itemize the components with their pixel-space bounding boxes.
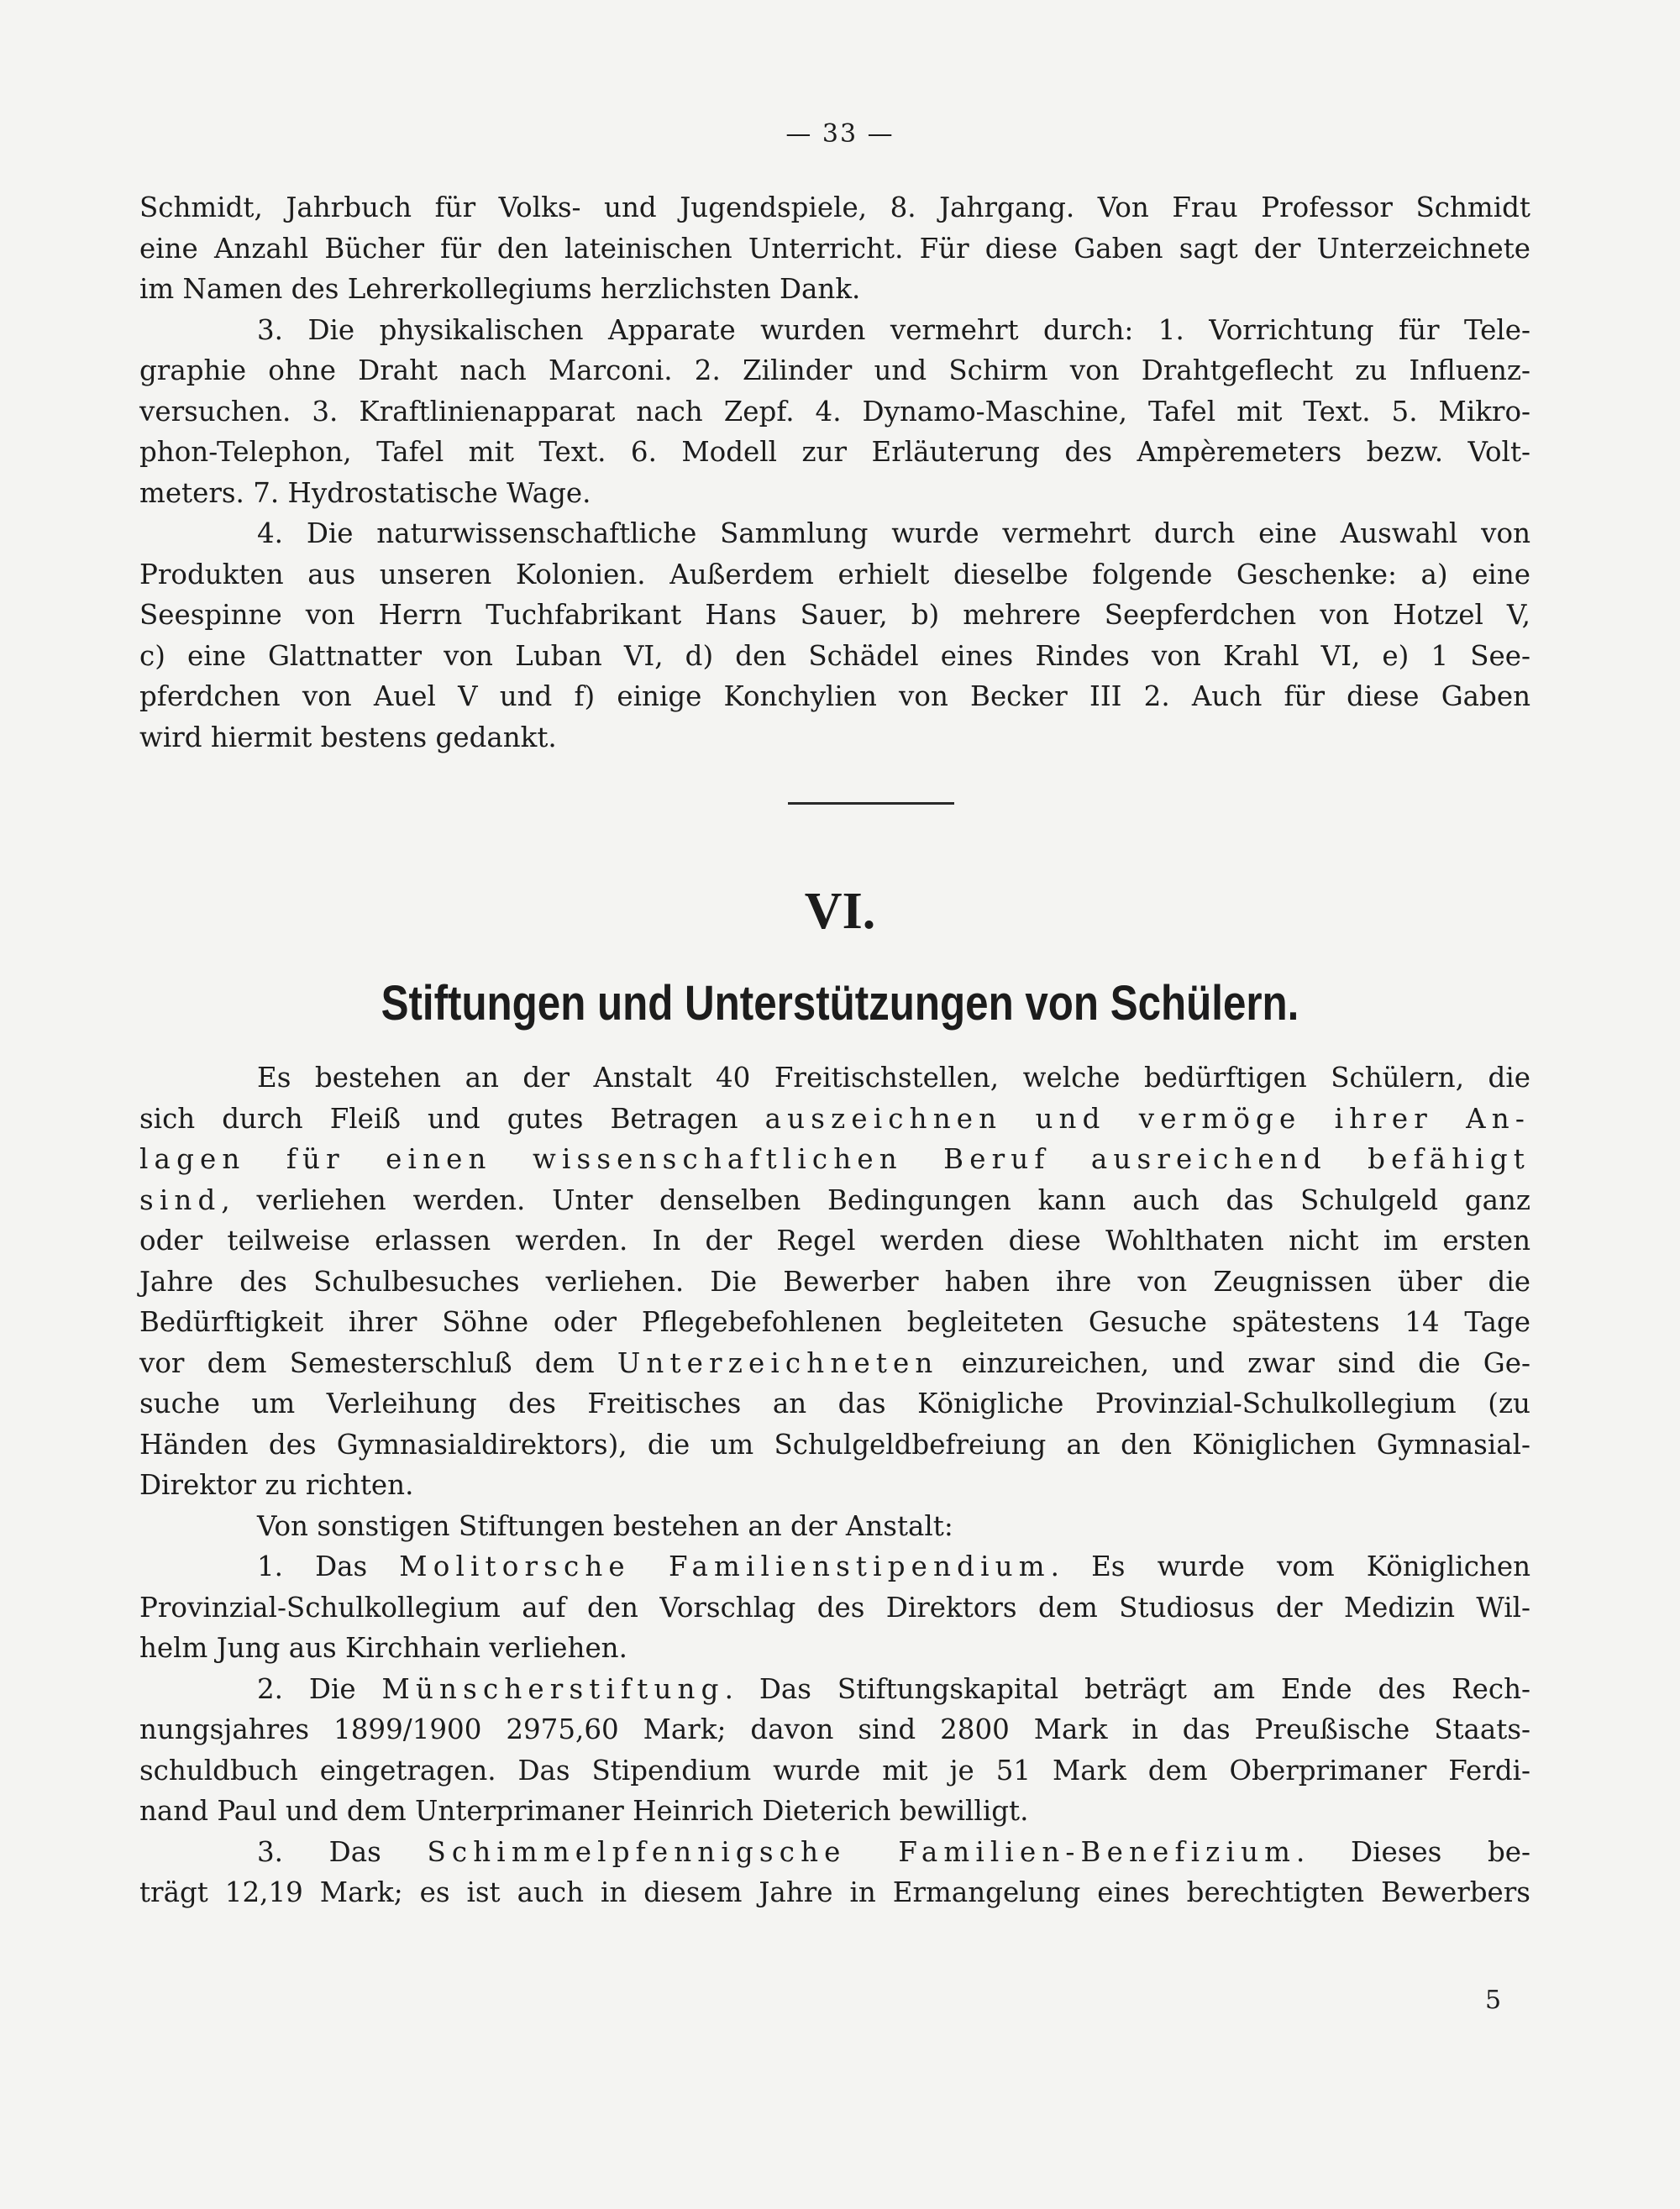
spaced-emphasis: Münscherstiftung: [381, 1672, 725, 1705]
text-line: Händen des Gymnasialdirektors), die um Schulgeldbefreiung an den Königlichen Gymnasial-: [139, 1428, 1530, 1461]
section-number: VI.: [804, 883, 876, 940]
text-line: trägt 12,19 Mark; es ist auch in diesem Jahre in Ermangelung eines berechtigten Bewerbers: [139, 1876, 1530, 1908]
text-line: Bedürftigkeit ihrer Söhne oder Pflegebefohlenen begleiteten Gesuche spätestens 14 Tage: [139, 1306, 1530, 1338]
text-line: eine Anzahl Bücher für den lateinischen Unterricht. Für diese Gaben sagt der Unterzeichnete: [139, 232, 1530, 265]
text-line: 1. Das Molitorsche Familienstipendium. Es wurde vom Königlichen: [257, 1550, 1530, 1582]
text-line: Direktor zu richten.: [139, 1469, 414, 1501]
text-line: 4. Die naturwissenschaftliche Sammlung wurde vermehrt durch eine Auswahl von: [257, 517, 1530, 549]
spaced-emphasis: Schimmelpfennigsche Familien-Benefizium: [427, 1835, 1297, 1868]
text-line: nand Paul und dem Unterprimaner Heinrich Dieterich bewilligt.: [139, 1795, 1029, 1827]
text-line: wird hiermit bestens gedankt.: [139, 721, 557, 753]
text-line: 3. Das Schimmelpfennigsche Familien-Benefizium. Dieses be-: [257, 1835, 1530, 1868]
text-line: schuldbuch eingetragen. Das Stipendium wurde mit je 51 Mark dem Oberprimaner Ferdi-: [139, 1754, 1530, 1787]
text-line: Es bestehen an der Anstalt 40 Freitischstellen, welche bedürftigen Schülern, die: [257, 1062, 1530, 1094]
text-line: Jahre des Schulbesuches verliehen. Die Bewerber haben ihre von Zeugnissen über die: [139, 1265, 1530, 1298]
page-number: — 33 —: [785, 119, 895, 149]
text-line: 2. Die Münscherstiftung. Das Stiftungskapital beträgt am Ende des Rech-: [257, 1672, 1531, 1705]
text-line: suche um Verleihung des Freitisches an das Königliche Provinzial-Schulkollegium (zu: [139, 1388, 1530, 1419]
signature-mark: 5: [1485, 1986, 1502, 2015]
text-line: lagen für einen wissenschaftlichen Beruf ausreichend befähigt: [139, 1143, 1530, 1175]
text-line: phon-Telephon, Tafel mit Text. 6. Modell zur Erläuterung des Ampèremeters bezw. Volt-: [139, 436, 1530, 468]
section-body: [139, 1057, 1530, 1913]
text-line: Produkten aus unseren Kolonien. Außerdem erhielt dieselbe folgende Geschenke: a) eine: [139, 558, 1530, 590]
section-title: Stiftungen und Unterstützungen von Schülern.: [381, 976, 1299, 1031]
spaced-emphasis: auszeichnen und vermöge ihrer An-: [764, 1102, 1530, 1135]
spaced-emphasis: Molitorsche Familienstipendium: [399, 1550, 1051, 1582]
text-line: graphie ohne Draht nach Marconi. 2. Zilinder und Schirm von Drahtgeflecht zu Influenz-: [139, 354, 1530, 386]
spaced-emphasis: sind: [139, 1183, 222, 1216]
text-line: Seespinne von Herrn Tuchfabrikant Hans Sauer, b) mehrere Seepferdchen von Hotzel V,: [139, 599, 1530, 631]
text-line: Schmidt, Jahrbuch für Volks- und Jugendspiele, 8. Jahrgang. Von Frau Professor Schmidt: [139, 192, 1530, 223]
text-line: Von sonstigen Stiftungen bestehen an der Anstalt:: [257, 1509, 953, 1542]
top-text-block: [139, 187, 1530, 758]
text-line: c) eine Glattnatter von Luban VI, d) den Schädel eines Rindes von Krahl VI, e) 1 See-: [139, 639, 1530, 672]
text-line: helm Jung aus Kirchhain verliehen.: [139, 1632, 627, 1664]
text-line: Provinzial-Schulkollegium auf den Vorschlag des Direktors dem Studiosus der Medizin Wil-: [139, 1591, 1530, 1624]
text-line: sind, verliehen werden. Unter denselben Bedingungen kann auch das Schulgeld ganz: [139, 1183, 1530, 1216]
text-line: 3. Die physikalischen Apparate wurden vermehrt durch: 1. Vorrichtung für Tele-: [257, 313, 1530, 346]
text-line: nungsjahres 1899/1900 2975,60 Mark; davon sind 2800 Mark in das Preußische Staats-: [139, 1713, 1530, 1745]
text-line: versuchen. 3. Kraftlinienapparat nach Zepf. 4. Dynamo-Maschine, Tafel mit Text. 5. Mikro-: [139, 395, 1530, 428]
text-line: sich durch Fleiß und gutes Betragen auszeichnen und vermöge ihrer An-: [139, 1102, 1530, 1135]
spaced-emphasis: Unterzeichneten: [617, 1346, 939, 1379]
section-divider: [788, 802, 954, 805]
text-line: meters. 7. Hydrostatische Wage.: [139, 476, 591, 509]
text-line: oder teilweise erlassen werden. In der Regel werden diese Wohlthaten nicht im ersten: [139, 1225, 1530, 1257]
text-line: pferdchen von Auel V und f) einige Konchylien von Becker III 2. Auch für diese Gaben: [139, 680, 1530, 712]
text-line: im Namen des Lehrerkollegiums herzlichsten Dank.: [139, 273, 861, 305]
text-line: vor dem Semesterschluß dem Unterzeichneten einzureichen, und zwar sind die Ge-: [139, 1346, 1530, 1379]
